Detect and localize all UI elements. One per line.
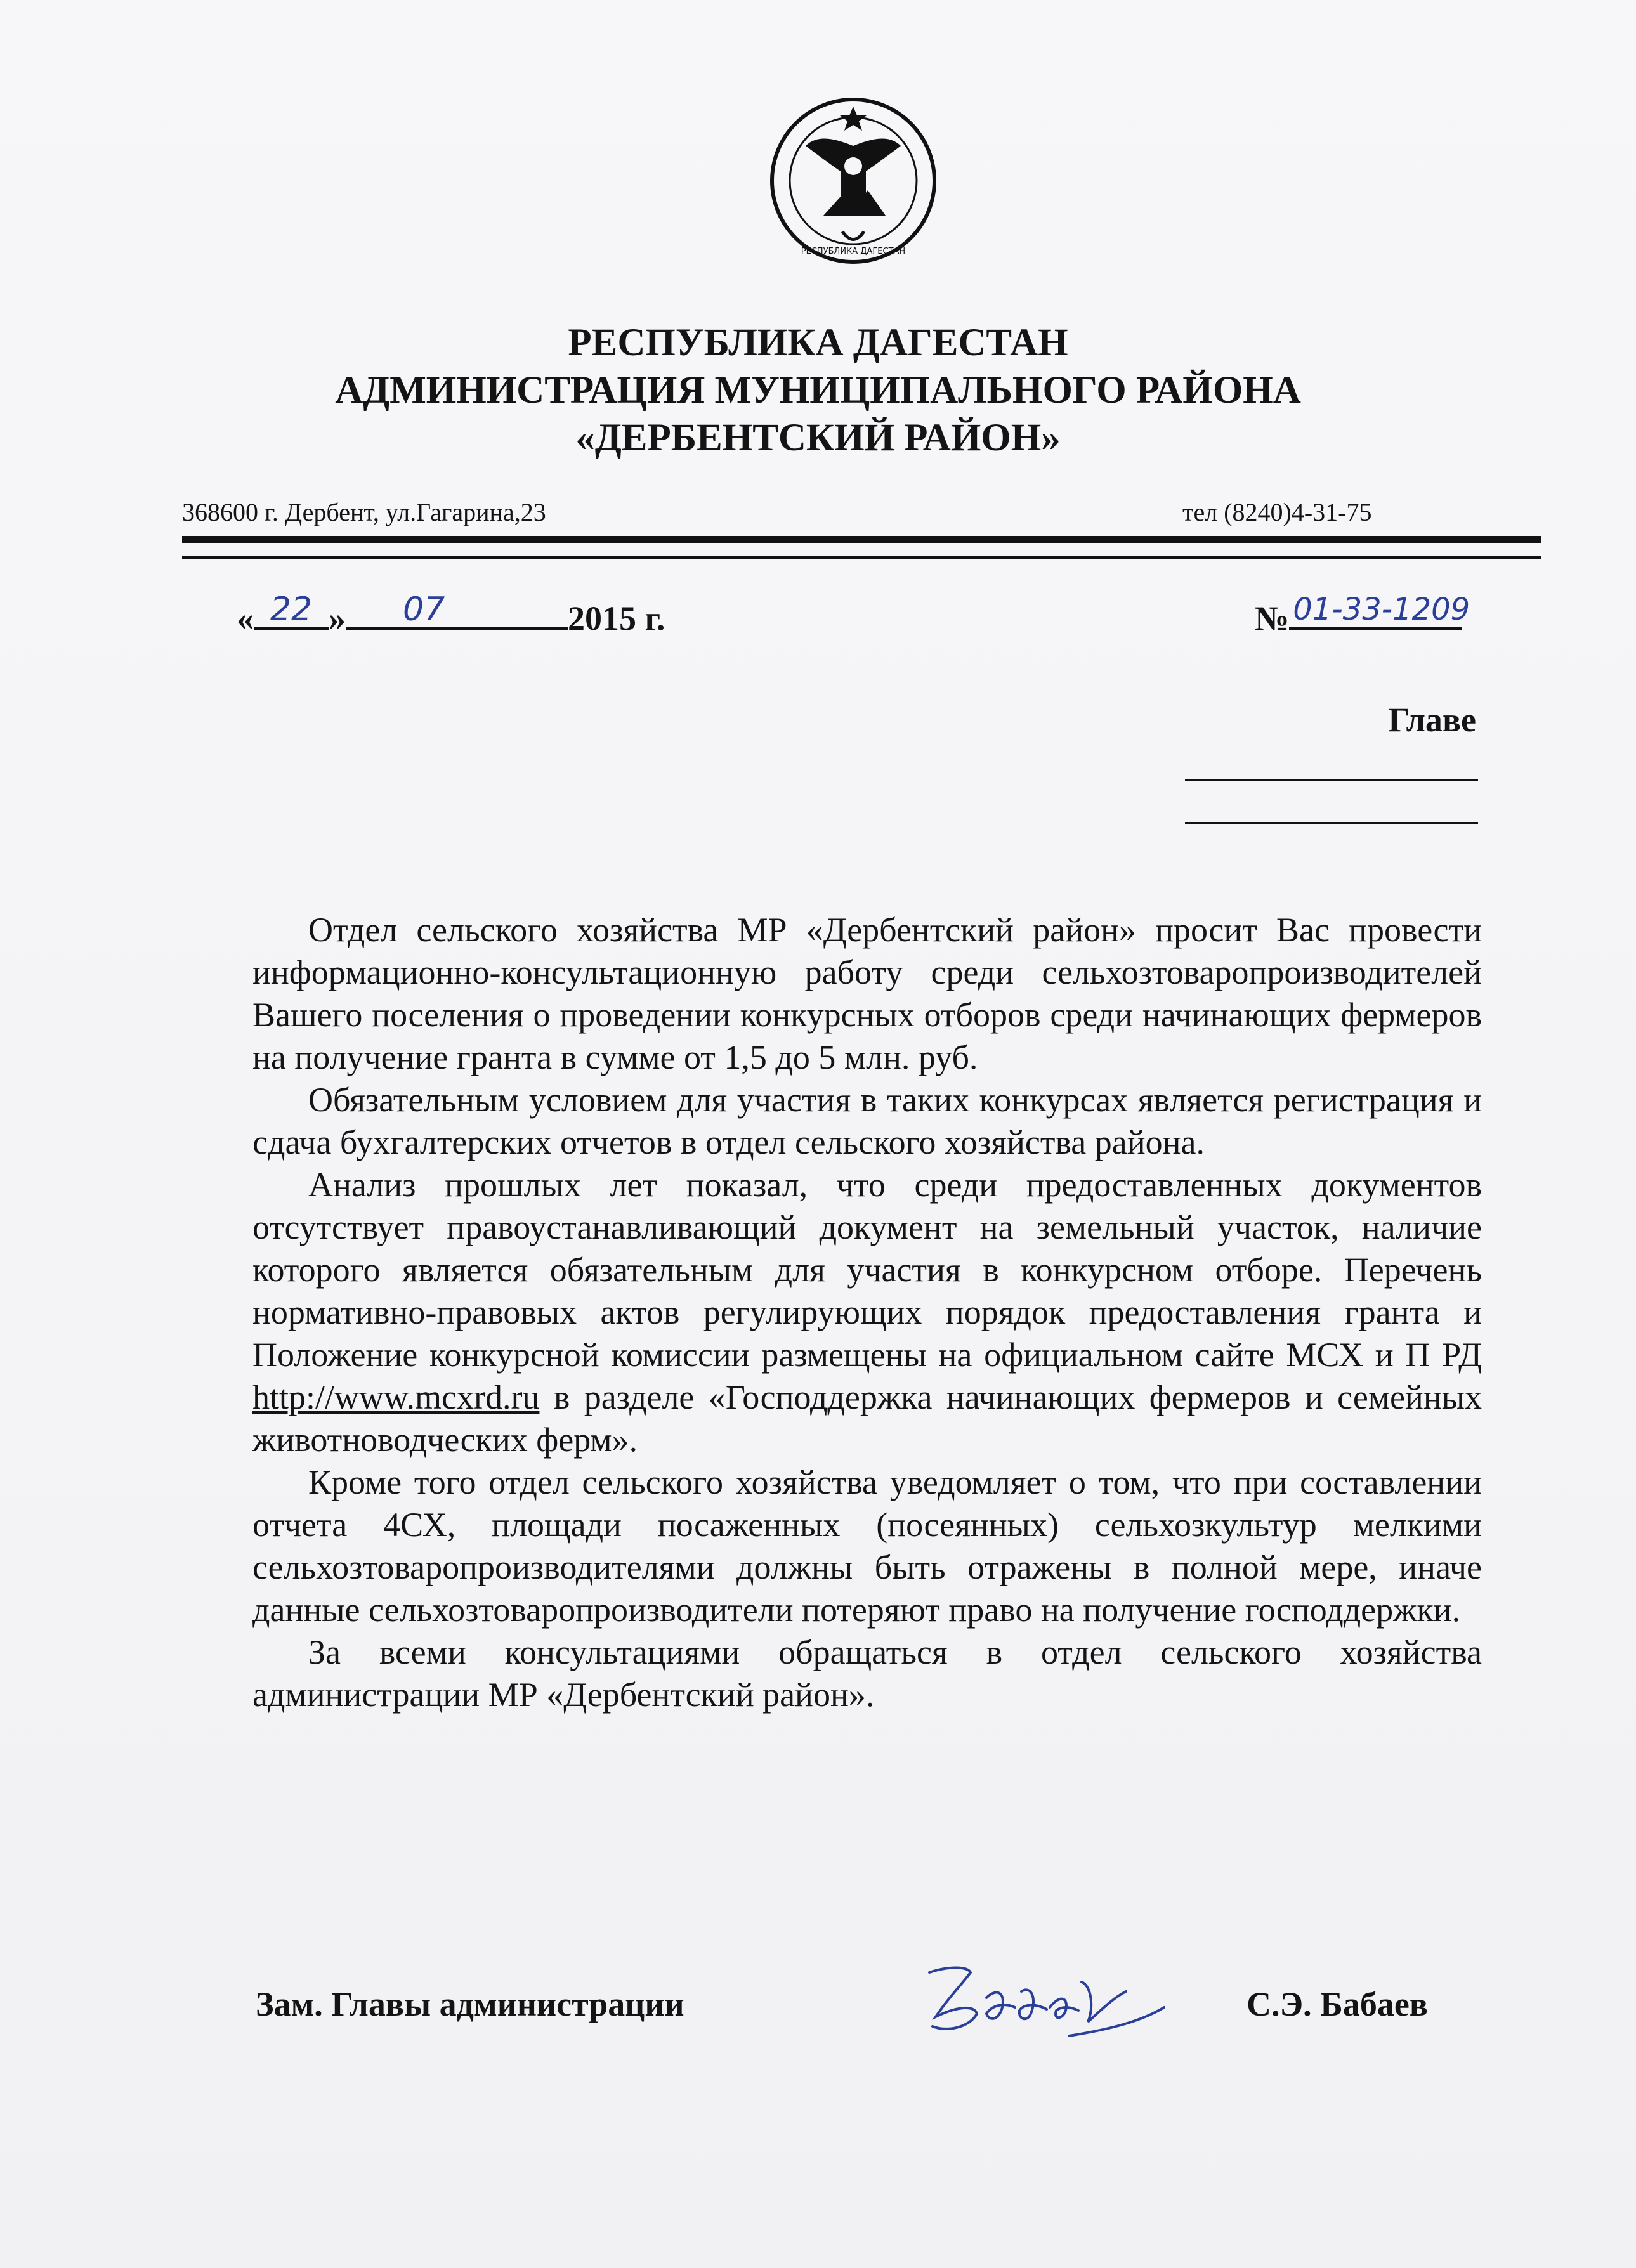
number-sign: № — [1255, 599, 1290, 637]
signatory-name: С.Э. Бабаев — [1247, 1985, 1428, 2023]
body-paragraph-2: Обязательным условием для участия в таких конкурсах является регистрация и сдача бухгалтерских отчетов в отдел сельского хозяйства района. — [252, 1081, 1482, 1161]
addressee-title: Главе — [1388, 701, 1476, 739]
header-rule-thick — [182, 536, 1541, 543]
letter-number — [1255, 592, 1470, 641]
letter-body — [252, 909, 1482, 1716]
date-month-handwritten: 07 — [403, 590, 445, 629]
date-day-handwritten: 22 — [270, 590, 313, 629]
date-open-quote: « — [237, 599, 254, 637]
date-month-field — [346, 590, 568, 630]
body-paragraph-4: Кроме того отдел сельского хозяйства уведомляет о том, что при составлении отчета 4СХ, площади посаженных (посеянных) сельхозкультур мелкими сельхозтоваропроизводителями должны быть отражены в полной мере, иначе данные сельхозтоваропроизводители потеряют право на получение господдержки. — [252, 1463, 1482, 1629]
date-day-field — [254, 590, 329, 630]
body-paragraph-3-text-a: Анализ прошлых лет показал, что среди предоставленных документов отсутствует правоустанавливающий документ на земельный участок, наличие которого является обязательным для участия в конкурсном отборе. Перечень нормативно-правовых актов регулирующих порядок предоставления гранта и Положение конкурсной комиссии размещены на официальном сайте МСХ и П РД — [252, 1166, 1482, 1374]
postal-address: 368600 г. Дербент, ул.Гагарина,23 — [182, 498, 546, 526]
phone-number: тел (8240)4-31-75 — [1182, 498, 1372, 526]
signatory-position: Зам. Главы администрации — [256, 1985, 684, 2023]
title-line-district: «ДЕРБЕНТСКИЙ РАЙОН» — [575, 417, 1061, 459]
date-year: 2015 г. — [568, 599, 665, 637]
title-line-republic: РЕСПУБЛИКА ДАГЕСТАН — [568, 322, 1068, 364]
body-paragraph-3-text-b: в разделе «Господдержка начинающих фермеров и семейных животноводческих ферм». — [252, 1378, 1482, 1459]
addressee-blank-line-2 — [1185, 822, 1478, 824]
body-paragraph-1: Отдел сельского хозяйства МР «Дербентский район» просит Вас провести информационно-консультационную работу среди сельхозтоваропроизводителей Вашего поселения о проведении конкурсных отборов среди начинающих фермеров на получение гранта в сумме от 1,5 до 5 млн. руб. — [252, 911, 1482, 1076]
addressee-blank-line-1 — [1185, 779, 1478, 781]
body-paragraph-5: За всеми консультациями обращаться в отдел сельского хозяйства администрации МР «Дербентский район». — [252, 1633, 1482, 1714]
ministry-website-link[interactable]: http://www.mcxrd.ru — [252, 1378, 540, 1416]
title-line-administration: АДМИНИСТРАЦИЯ МУНИЦИПАЛЬНОГО РАЙОНА — [335, 369, 1301, 412]
svg-text:Бабаев: Бабаев — [910, 1947, 912, 1948]
letterhead-title — [0, 319, 1636, 462]
date-close-quote: » — [329, 599, 346, 637]
handwritten-signature — [910, 1947, 1177, 2055]
coat-of-arms-emblem — [768, 95, 939, 266]
body-paragraph-3 — [252, 1164, 1482, 1461]
number-field — [1289, 592, 1470, 630]
letter-date — [237, 590, 665, 641]
number-handwritten: 01-33-1209 — [1293, 592, 1470, 627]
svg-text:РЕСПУБЛИКА ДАГЕСТАН: РЕСПУБЛИКА ДАГЕСТАН — [801, 247, 906, 256]
header-rule-thin — [182, 556, 1541, 559]
